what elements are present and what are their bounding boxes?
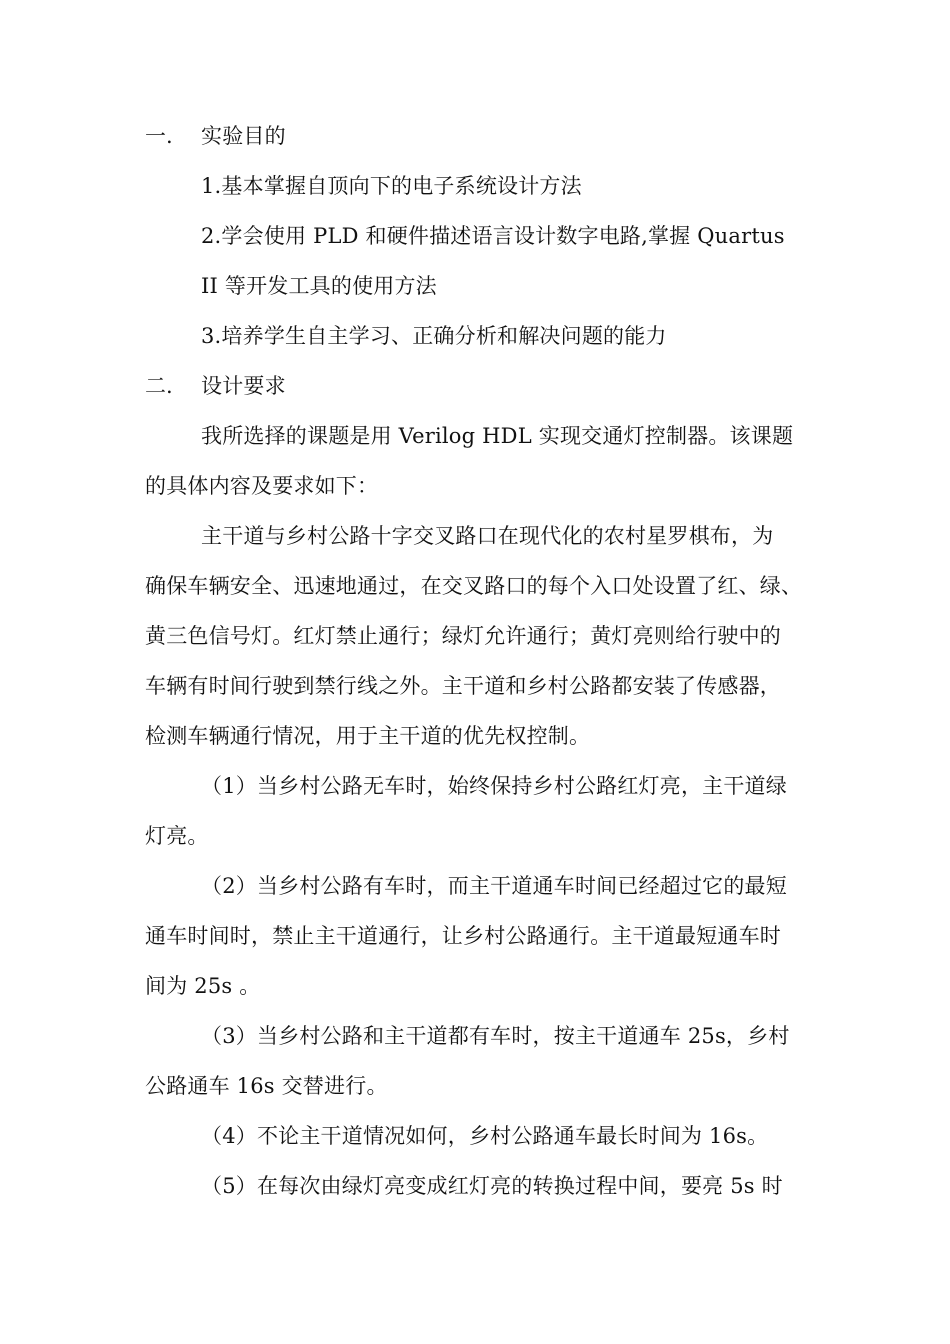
objective-item-2-cont: II 等开发工具的使用方法: [201, 274, 437, 298]
section-2-number: 二.: [145, 374, 173, 398]
section-1-title: 实验目的: [201, 124, 286, 148]
paragraph-line: 的具体内容及要求如下：: [145, 474, 379, 498]
objective-item-3: 3.培养学生自主学习、正确分析和解决问题的能力: [201, 324, 667, 348]
requirement-1: （1）当乡村公路无车时，始终保持乡村公路红灯亮，主干道绿: [201, 774, 787, 798]
requirement-5: （5）在每次由绿灯亮变成红灯亮的转换过程中间，要亮 5s 时: [201, 1174, 783, 1198]
paragraph-line: 车辆有时间行驶到禁行线之外。主干道和乡村公路都安装了传感器，: [145, 674, 781, 698]
requirement-2-cont: 通车时间时，禁止主干道通行，让乡村公路通行。主干道最短通车时: [145, 924, 781, 948]
objective-item-1: 1.基本掌握自顶向下的电子系统设计方法: [201, 174, 582, 198]
paragraph-line: 主干道与乡村公路十字交叉路口在现代化的农村星罗棋布，为: [201, 524, 774, 548]
section-1-number: 一.: [145, 124, 173, 148]
requirement-4: （4）不论主干道情况如何，乡村公路通车最长时间为 16s。: [201, 1124, 769, 1148]
paragraph-line: 检测车辆通行情况，用于主干道的优先权控制。: [145, 724, 591, 748]
requirement-2-cont: 间为 25s 。: [145, 974, 261, 998]
objective-item-2: 2.学会使用 PLD 和硬件描述语言设计数字电路,掌握 Quartus: [201, 224, 785, 248]
paragraph-line: 我所选择的课题是用 Verilog HDL 实现交通灯控制器。该课题: [201, 424, 794, 448]
paragraph-line: 黄三色信号灯。红灯禁止通行；绿灯允许通行；黄灯亮则给行驶中的: [145, 624, 781, 648]
section-2-title: 设计要求: [201, 374, 286, 398]
requirement-1-cont: 灯亮。: [145, 824, 209, 848]
requirement-3-cont: 公路通车 16s 交替进行。: [145, 1074, 388, 1098]
paragraph-line: 确保车辆安全、迅速地通过，在交叉路口的每个入口处设置了红、绿、: [145, 574, 803, 598]
requirement-2: （2）当乡村公路有车时，而主干道通车时间已经超过它的最短: [201, 874, 787, 898]
requirement-3: （3）当乡村公路和主干道都有车时，按主干道通车 25s，乡村: [201, 1024, 790, 1048]
